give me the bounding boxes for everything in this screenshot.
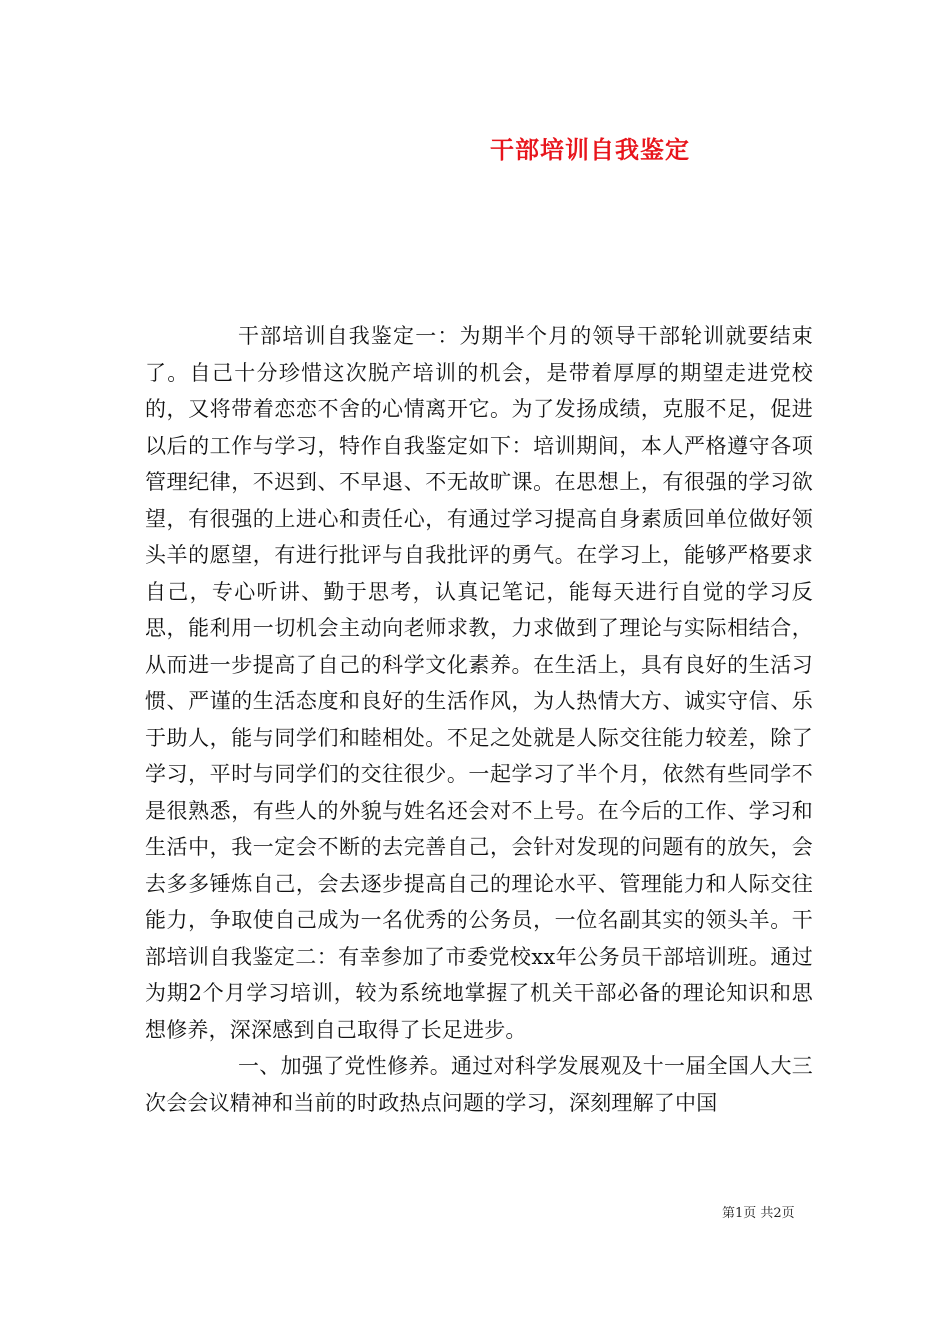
document-body	[145, 318, 813, 1121]
paragraph-2: 一、加强了党性修养。通过对科学发展观及十一届全国人大三次会会议精神和当前的时政热点问题的学习，深刻理解了中国	[145, 1054, 813, 1115]
page-number-footer: 第1页 共2页	[722, 1206, 795, 1221]
document-title: 干部培训自我鉴定	[490, 135, 690, 164]
paragraph-1: 干部培训自我鉴定一：为期半个月的领导干部轮训就要结束了。自己十分珍惜这次脱产培训的机会，是带着厚厚的期望走进党校的，又将带着恋恋不舍的心情离开它。为了发扬成绩，克服不足，促进以后的工作与学习，特作自我鉴定如下：培训期间，本人严格遵守各项管理纪律，不迟到、不早退、不无故旷课。在思想上，有很强的学习欲望，有很强的上进心和责任心，有通过学习提高自身素质回单位做好领头羊的愿望，有进行批评与自我批评的勇气。在学习上，能够严格要求自己，专心听讲、勤于思考，认真记笔记，能每天进行自觉的学习反思，能利用一切机会主动向老师求教，力求做到了理论与实际相结合，从而进一步提高了自己的科学文化素养。在生活上，具有良好的生活习惯、严谨的生活态度和良好的生活作风，为人热情大方、诚实守信、乐于助人，能与同学们和睦相处。不足之处就是人际交往能力较差，除了学习，平时与同学们的交往很少。一起学习了半个月，依然有些同学不是很熟悉，有些人的外貌与姓名还会对不上号。在今后的工作、学习和生活中，我一定会不断的去完善自己，会针对发现的问题有的放矢，会去多多锤炼自己，会去逐步提高自己的理论水平、管理能力和人际交往能力，争取使自己成为一名优秀的公务员，一位名副其实的领头羊。干部培训自我鉴定二：有幸参加了市委党校xx年公务员干部培训班。通过为期2个月学习培训，较为系统地掌握了机关干部必备的理论知识和思想修养，深深感到自己取得了长足进步。	[145, 324, 813, 1042]
